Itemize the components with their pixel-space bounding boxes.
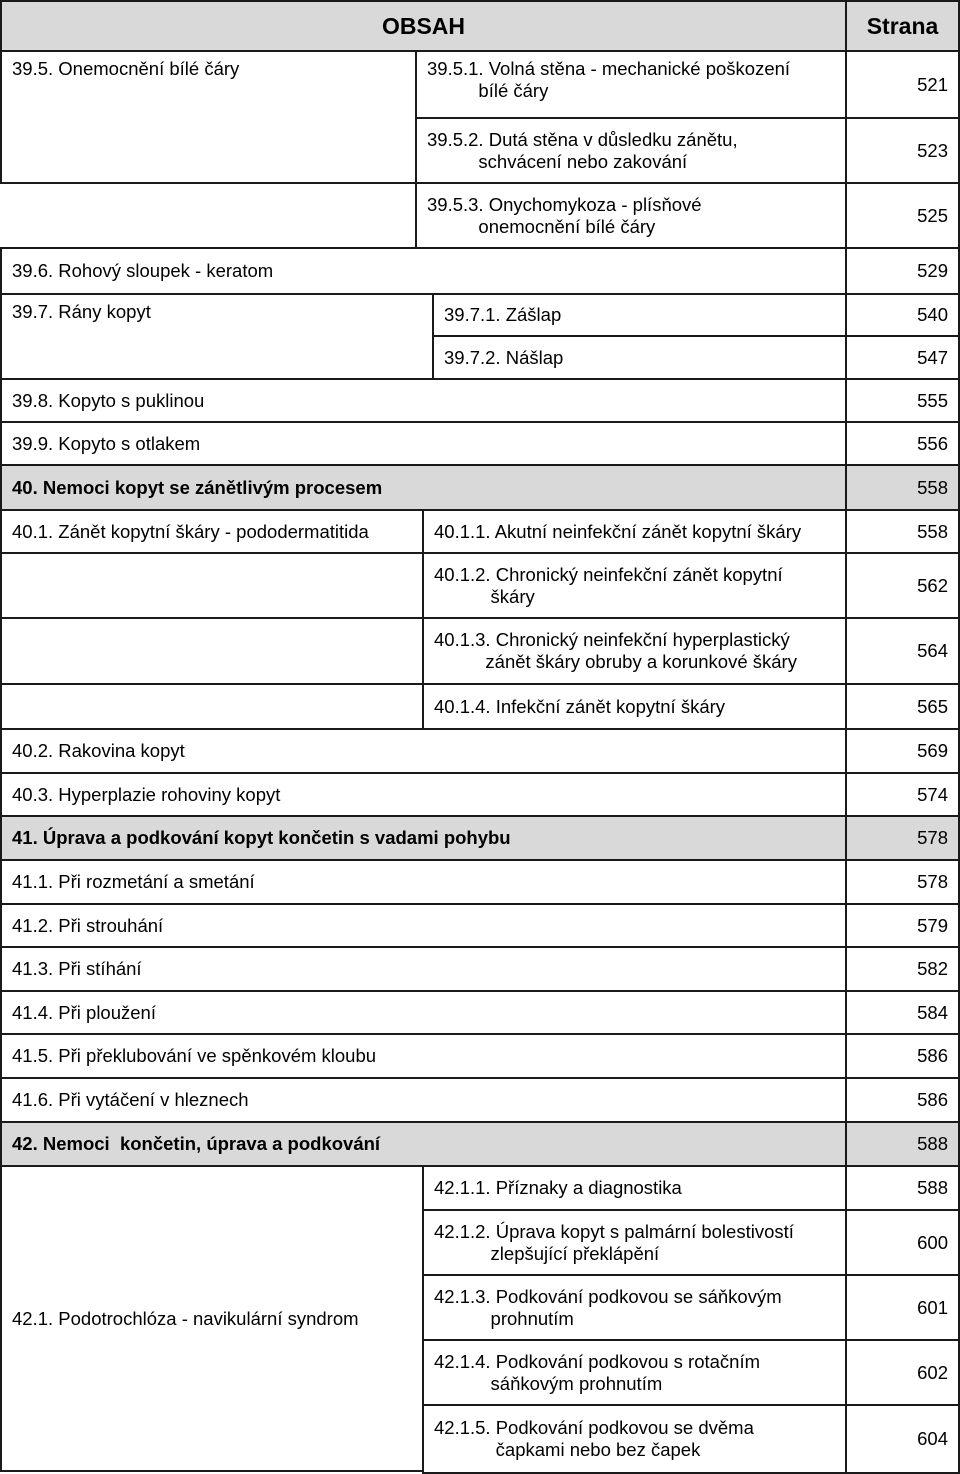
toc-entry-text: 40.2. Rakovina kopyt (12, 740, 185, 761)
page-number-text: 584 (917, 1001, 948, 1023)
toc-entry-text: 42.1.3. Podkování podkovou se sáňkovým prohnutím (434, 1285, 782, 1329)
page-number (845, 1209, 960, 1276)
page-number-text: 582 (917, 958, 948, 979)
page-number (845, 1121, 960, 1167)
toc-entry-text: 39.5.2. Dutá stěna v důsledku zánětu, schvácení nebo zakování (427, 128, 738, 172)
toc-entry (0, 772, 847, 817)
page-number (845, 1404, 960, 1474)
toc-title (0, 0, 847, 52)
toc-entry (432, 335, 847, 380)
chapter-heading (0, 815, 847, 861)
toc-entry-text: 41.5. Při překlubování ve spěnkovém kloubu (12, 1045, 377, 1066)
toc-entry (0, 990, 847, 1035)
page-number (845, 378, 960, 423)
page-number (845, 247, 960, 295)
toc-entry-text: 40.1. Zánět kopytní škáry - pododermatitida (12, 520, 369, 542)
toc-entry-text: 39.8. Kopyto s puklinou (12, 389, 205, 411)
toc-entry (0, 247, 847, 295)
page-number-text: 540 (917, 304, 948, 325)
toc-entry-text: 40.1.4. Infekční zánět kopytní škáry (434, 695, 726, 717)
chapter-heading-text: 42. Nemoci končetin, úprava a podkování (12, 1133, 381, 1154)
page-number-text: 558 (917, 520, 948, 542)
page-number (845, 293, 960, 337)
toc-entry-text: 39.7.1. Zášlap (444, 304, 562, 325)
toc-entry (422, 1165, 847, 1211)
toc-entry-text: 41.1. Při rozmetání a smetání (12, 871, 255, 892)
toc-entry (0, 293, 434, 380)
page-column-header (845, 0, 960, 52)
page-number (845, 1077, 960, 1123)
page-number (845, 117, 960, 184)
page-number-text: 578 (917, 871, 948, 892)
toc-entry-text: 40.1.1. Akutní neinfekční zánět kopytní škáry (434, 520, 802, 542)
page-number (845, 859, 960, 905)
page-number (845, 1339, 960, 1406)
toc-entry-text: 39.7.2. Nášlap (444, 346, 564, 368)
toc-entry (422, 1404, 847, 1474)
toc-entry (0, 421, 847, 466)
page-number (845, 50, 960, 119)
toc-entry (0, 859, 847, 905)
page-number (845, 182, 960, 249)
page-number (845, 903, 960, 948)
page-number-text: 588 (917, 1133, 948, 1154)
chapter-heading (0, 1121, 847, 1167)
page-column-header-text: Strana (866, 13, 939, 39)
page-number-text: 602 (917, 1361, 948, 1383)
toc-entry (0, 50, 417, 184)
toc-entry (0, 946, 847, 992)
page-number-text: 521 (917, 73, 948, 95)
page-number-text: 547 (917, 346, 948, 368)
toc-entry (422, 617, 847, 685)
toc-entry (422, 1209, 847, 1276)
toc-entry-text: 39.5.1. Volná stěna - mechanické poškození bílé čáry (427, 58, 791, 101)
page-number (845, 728, 960, 774)
page-number-text: 586 (917, 1045, 948, 1066)
page-number-text: 574 (917, 783, 948, 805)
page-number (845, 946, 960, 992)
toc-entry-text: 40.1.2. Chronický neinfekční zánět kopytní škáry (434, 563, 783, 607)
page-number-text: 604 (917, 1428, 948, 1449)
page-number (845, 509, 960, 554)
toc-entry (415, 117, 847, 184)
empty-cell (0, 617, 424, 685)
toc-entry (0, 378, 847, 423)
page-number (845, 421, 960, 466)
page-number-text: 523 (917, 139, 948, 161)
empty-cell (0, 683, 424, 730)
toc-entry-text: 40.3. Hyperplazie rohoviny kopyt (12, 783, 281, 805)
toc-entry-text: 41.2. Při strouhání (12, 914, 164, 936)
toc-entry-text: 41.6. Při vytáčení v hleznech (12, 1089, 249, 1110)
toc-entry (0, 509, 424, 554)
page-number (845, 1274, 960, 1341)
toc-entry-text: 39.9. Kopyto s otlakem (12, 432, 201, 454)
page-number (845, 617, 960, 685)
toc-entry (0, 1077, 847, 1123)
toc-entry (422, 1274, 847, 1341)
toc-entry (422, 509, 847, 554)
toc-entry-text: 42.1. Podotrochlóza - navikulární syndrom (12, 1307, 359, 1329)
chapter-heading-text: 40. Nemoci kopyt se zánětlivým procesem (12, 476, 383, 498)
toc-entry (0, 903, 847, 948)
toc-title-text: OBSAH (381, 13, 466, 39)
page-number-text: 601 (917, 1296, 948, 1318)
page-number (845, 772, 960, 817)
toc-entry (432, 293, 847, 337)
page-number-text: 529 (917, 260, 948, 281)
page-number-text: 556 (917, 432, 948, 454)
page-number (845, 1165, 960, 1211)
page-number-text: 578 (917, 827, 948, 848)
toc-entry (415, 50, 847, 119)
toc-entry (0, 1165, 424, 1472)
chapter-heading (0, 464, 847, 511)
toc-entry-text: 40.1.3. Chronický neinfekční hyperplastický zánět škáry obruby a korunkové škáry (434, 629, 797, 672)
toc-entry (0, 1033, 847, 1079)
page-number-text: 565 (917, 695, 948, 717)
page-number (845, 990, 960, 1035)
page-number-text: 562 (917, 574, 948, 596)
toc-entry-text: 39.6. Rohový sloupek - keratom (12, 260, 274, 281)
toc-entry-text: 42.1.2. Úprava kopyt s palmární bolestivostí zlepšující překlápění (434, 1220, 794, 1264)
toc-entry (422, 683, 847, 730)
page-number (845, 683, 960, 730)
toc-entry-text: 41.3. Při stíhání (12, 958, 142, 979)
toc-entry-text: 42.1.4. Podkování podkovou s rotačním sáňkovým prohnutím (434, 1350, 761, 1394)
page-number-text: 588 (917, 1177, 948, 1198)
page-number-text: 564 (917, 640, 948, 661)
page-number (845, 335, 960, 380)
page-number (845, 1033, 960, 1079)
page-number-text: 569 (917, 740, 948, 761)
toc-entry-text: 39.5. Onemocnění bílé čáry (12, 58, 240, 79)
toc-entry (422, 1339, 847, 1406)
page-number-text: 525 (917, 204, 948, 226)
page-number (845, 464, 960, 511)
toc-entry (415, 182, 847, 249)
page-number-text: 579 (917, 914, 948, 936)
toc-entry-text: 42.1.1. Příznaky a diagnostika (434, 1177, 682, 1198)
toc-entry (0, 728, 847, 774)
toc-entry (422, 552, 847, 619)
toc-entry-text: 39.5.3. Onychomykoza - plísňové onemocnění bílé čáry (427, 193, 702, 237)
page-number-text: 600 (917, 1231, 948, 1253)
page-number (845, 815, 960, 861)
page-number (845, 552, 960, 619)
toc-entry-text: 42.1.5. Podkování podkovou se dvěma čapkami nebo bez čapek (434, 1417, 754, 1460)
page-number-text: 586 (917, 1089, 948, 1110)
toc-entry-text: 39.7. Rány kopyt (12, 301, 151, 322)
toc-entry-text: 41.4. Při ploužení (12, 1001, 156, 1023)
empty-cell (0, 552, 424, 619)
page-number-text: 558 (917, 476, 948, 498)
page-number-text: 555 (917, 389, 948, 411)
chapter-heading-text: 41. Úprava a podkování kopyt končetin s vadami pohybu (12, 827, 511, 848)
